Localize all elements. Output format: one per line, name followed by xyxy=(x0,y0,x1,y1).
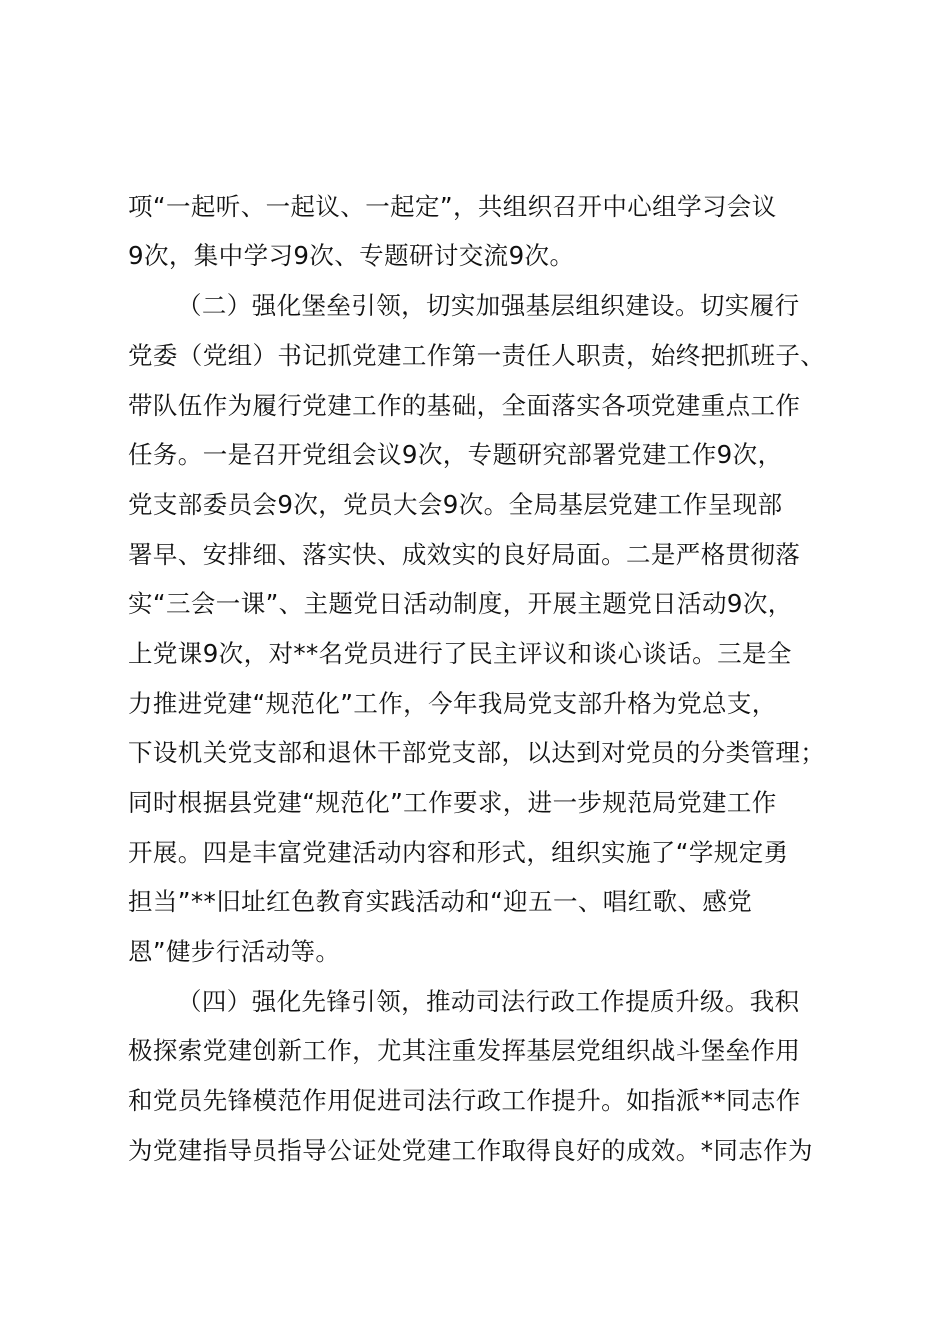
text-line: 和党员先锋模范作用促进司法行政工作提升。如指派**同志作 xyxy=(128,1086,801,1115)
text-line: 为党建指导员指导公证处党建工作取得良好的成效。*同志作为 xyxy=(128,1136,813,1165)
section-heading-line: （四）强化先锋引领，推动司法行政工作提质升级。我积 xyxy=(177,987,800,1016)
text-line: 极探索党建创新工作，尤其注重发挥基层党组织战斗堡垒作用 xyxy=(128,1036,801,1065)
text-line: 项“一起听、一起议、一起定”，共组织召开中心组学习会议 xyxy=(128,192,777,221)
text-line: 带队伍作为履行党建工作的基础，全面落实各项党建重点工作 xyxy=(128,391,801,420)
text-line: 同时根据县党建“规范化”工作要求，进一步规范局党建工作 xyxy=(128,788,777,817)
text-line: 党委（党组）书记抓党建工作第一责任人职责，始终把抓班子、 xyxy=(128,341,826,370)
text-line: 9次，集中学习9次、专题研讨交流9次。 xyxy=(128,241,575,270)
text-line: 下设机关党支部和退休干部党支部，以达到对党员的分类管理； xyxy=(128,738,826,767)
text-line: 上党课9次，对**名党员进行了民主评议和谈心谈话。三是全 xyxy=(128,639,792,668)
text-line: 开展。四是丰富党建活动内容和形式，组织实施了“学规定勇 xyxy=(128,838,789,867)
text-line: 力推进党建“规范化”工作，今年我局党支部升格为党总支， xyxy=(128,689,777,718)
text-line: 任务。一是召开党组会议9次，专题研究部署党建工作9次， xyxy=(128,440,783,469)
text-line: 担当”**旧址红色教育实践活动和“迎五一、唱红歌、感党 xyxy=(128,887,753,916)
section-heading-line: （二）强化堡垒引领，切实加强基层组织建设。切实履行 xyxy=(177,291,800,320)
text-line: 实“三会一课”、主题党日活动制度，开展主题党日活动9次， xyxy=(128,589,793,618)
text-line: 恩”健步行活动等。 xyxy=(128,937,341,966)
text-line: 党支部委员会9次，党员大会9次。全局基层党建工作呈现部 xyxy=(128,490,783,519)
text-line: 署早、安排细、落实快、成效实的良好局面。二是严格贯彻落 xyxy=(128,540,801,569)
